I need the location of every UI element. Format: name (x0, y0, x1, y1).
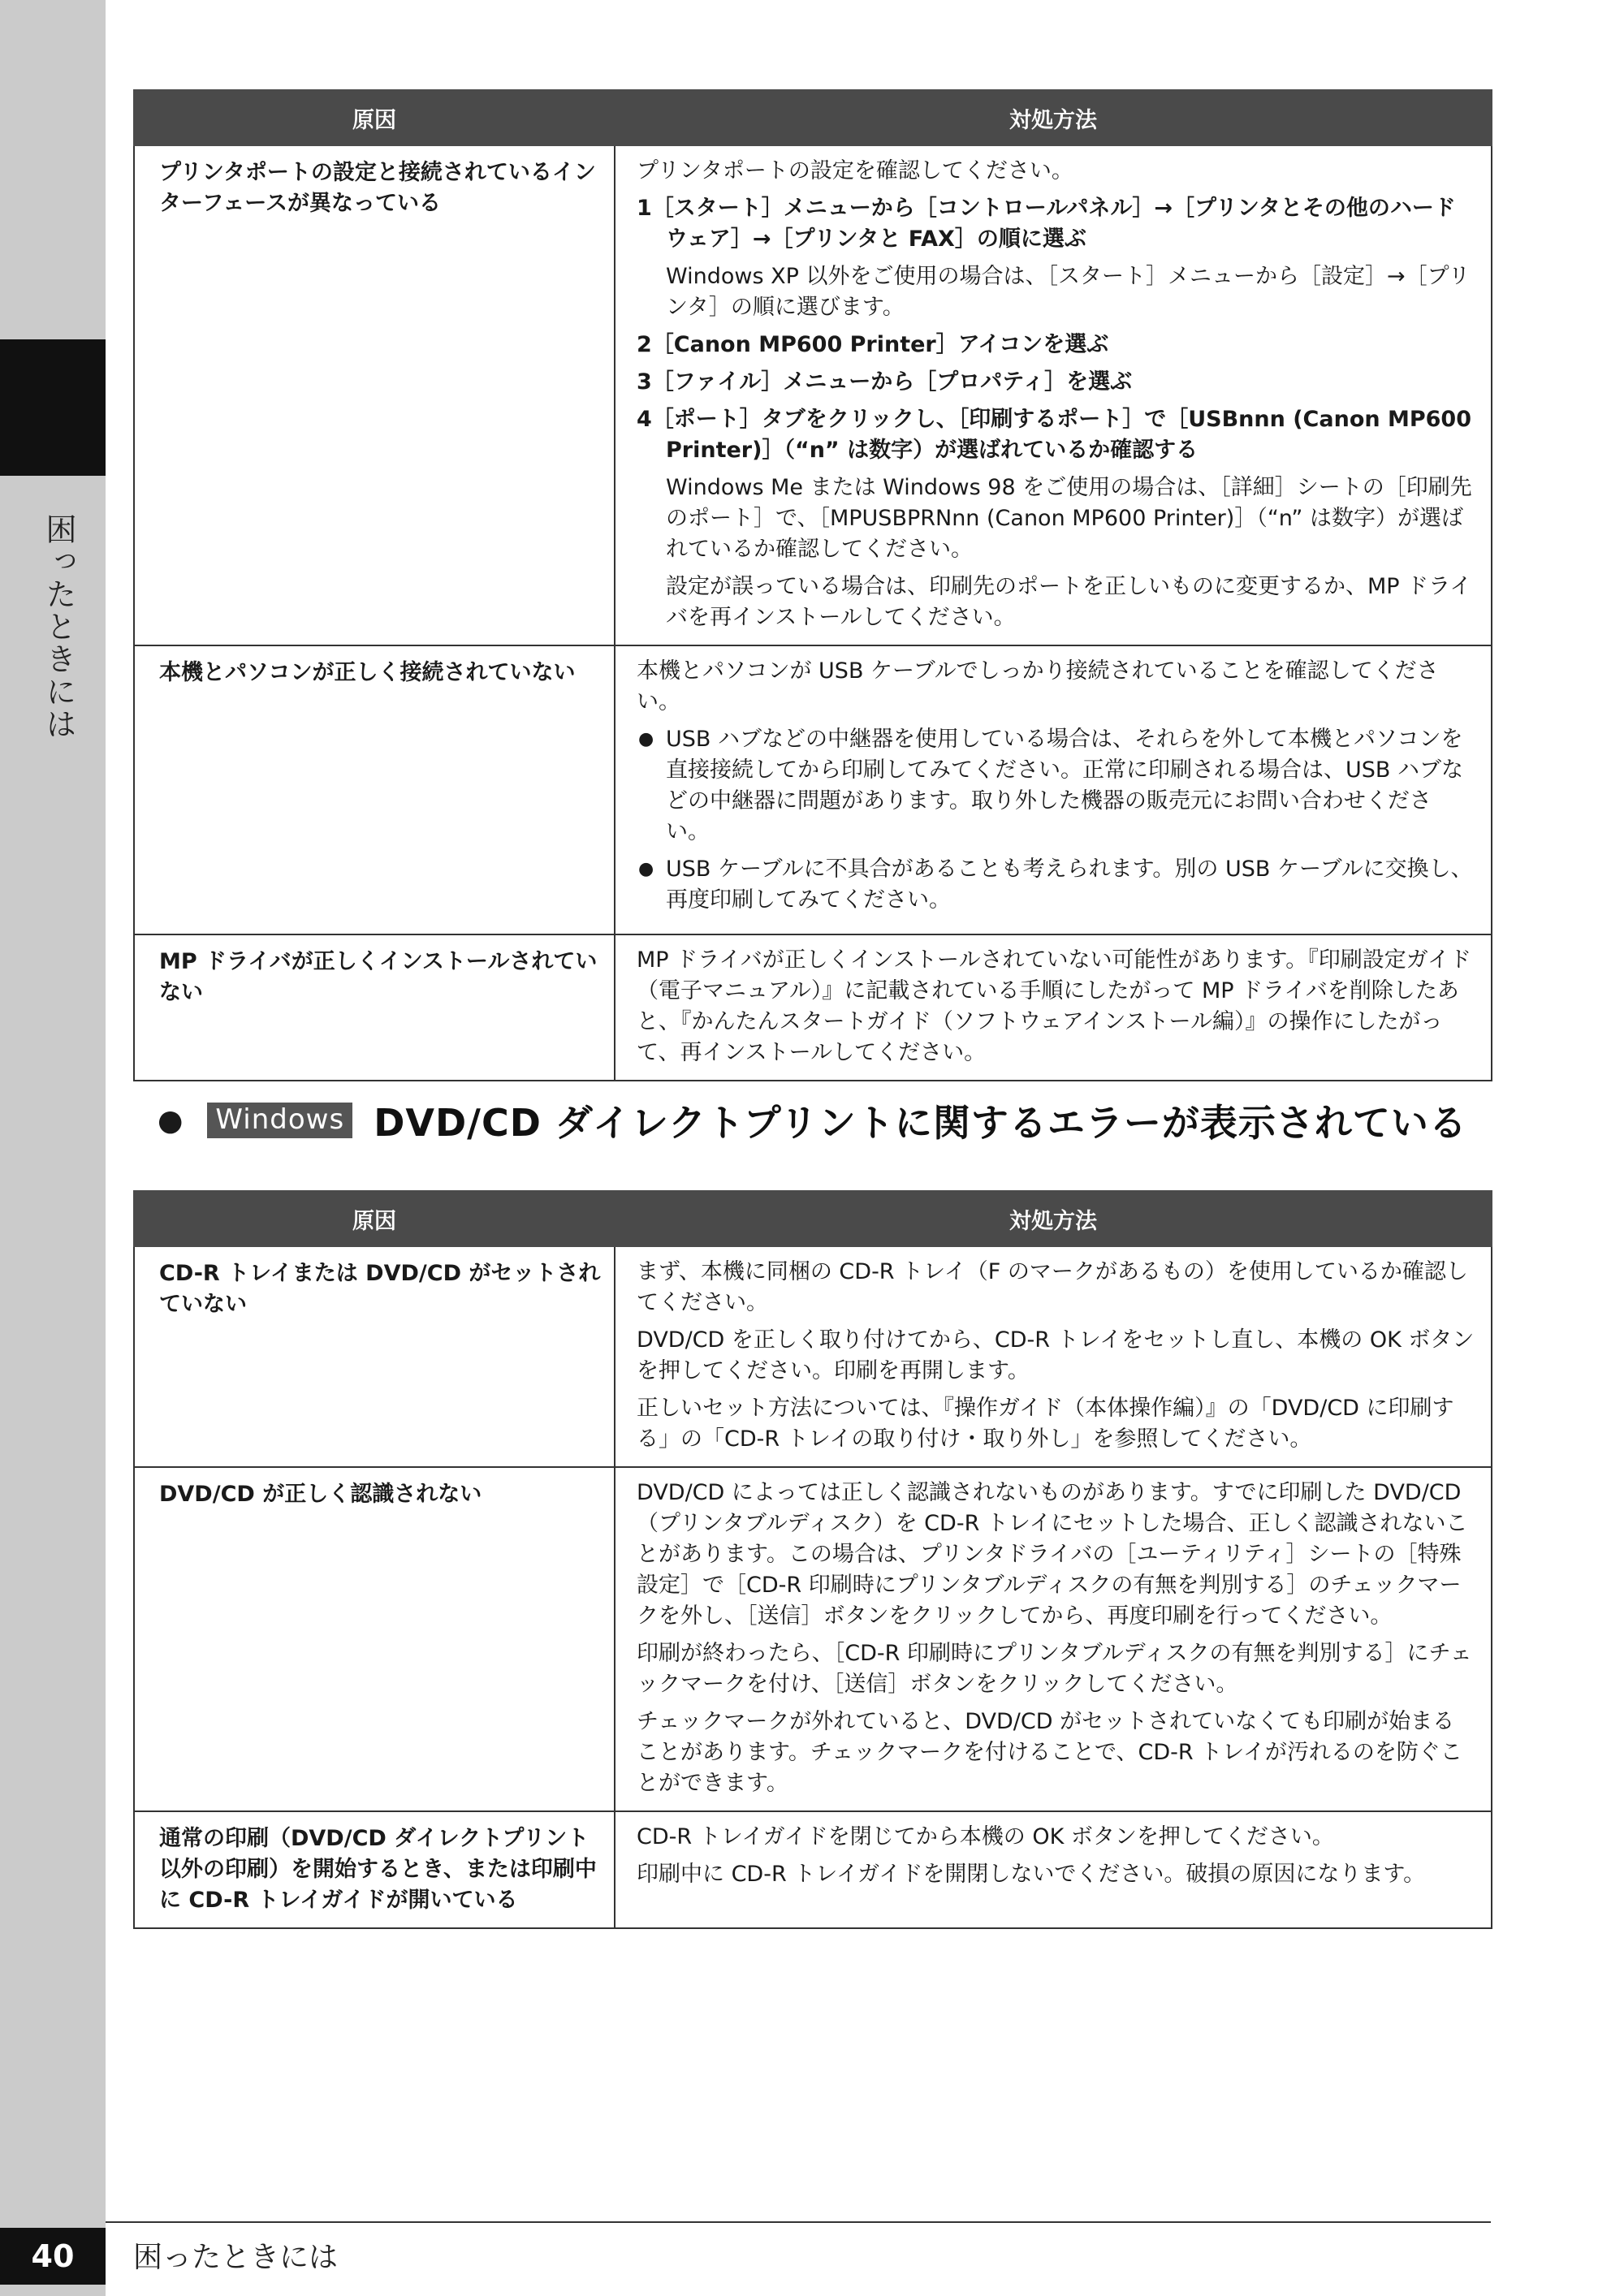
solution-cell (615, 1811, 1492, 1928)
header-cause: 原因 (134, 1191, 615, 1246)
cause-cell: DVD/CD が正しく認識されない (134, 1467, 615, 1811)
section-heading (158, 1088, 1505, 1153)
solution-text: DVD/CD によっては正しく認識されないものがあります。すでに印刷した DVD/CD（プリンタブルディスク）を CD-R トレイにセットした場合、正しく認識されないことがあります。この場合は、プリンタドライバの［ユーティリティ］シートの［特殊設定］で［CD-R 印刷時にプリンタブルディスクの有無を判別する］のチェックマークを外し、［送信］ボタンをクリックしてから、再度印刷を行ってください。 (637, 1480, 1468, 1629)
header-solution: 対処方法 (615, 1191, 1492, 1246)
cause-cell: CD-R トレイまたは DVD/CD がセットされていない (134, 1246, 615, 1467)
bullet-item (637, 724, 1475, 848)
footer-rule (106, 2221, 1491, 2223)
bullet-item (637, 854, 1475, 916)
step-note: Windows Me または Windows 98 をご使用の場合は、［詳細］シートの［印刷先のポート］で、［MPUSBPRNnn (Canon MP600 Printer)］（“n” は数字）が選ばれているか確認してください。 (666, 475, 1472, 562)
windows-badge-icon: Windows (207, 1103, 352, 1138)
solution-cell (615, 145, 1492, 645)
procedure-step: 3［ファイル］メニューから［プロパティ］を選ぶ (637, 369, 1133, 395)
section-title: DVD/CD ダイレクトプリントに関するエラーが表示されている (374, 1101, 1467, 1145)
bullet-text: USB ハブなどの中継器を使用している場合は、それらを外して本機とパソコンを直接接続してから印刷してみてください。正常に印刷される場合は、USB ハブなどの中継器に問題があります。取り外した機器の販売元にお問い合わせください。 (666, 727, 1464, 844)
solution-text: CD-R トレイガイドを閉じてから本機の OK ボタンを押してください。 (637, 1824, 1334, 1849)
step-note: Windows XP 以外をご使用の場合は、［スタート］メニューから［設定］→［プリンタ］の順に選びます。 (666, 264, 1471, 320)
sidebar-chapter-marker (0, 339, 106, 476)
troubleshooting-table-dvd (133, 1190, 1492, 1929)
table-row (134, 1467, 1492, 1811)
procedure-step: 2［Canon MP600 Printer］アイコンを選ぶ (637, 332, 1109, 357)
solution-cell (615, 934, 1492, 1081)
sidebar (0, 0, 106, 2296)
solution-text: 印刷が終わったら、［CD-R 印刷時にプリンタブルディスクの有無を判別する］にチェックマークを付け、［送信］ボタンをクリックしてください。 (637, 1641, 1472, 1697)
solution-text: DVD/CD を正しく取り付けてから、CD-R トレイをセットし直し、本機の OK ボタンを押してください。印刷を再開します。 (637, 1327, 1475, 1383)
solution-cell (615, 1246, 1492, 1467)
solution-text: 本機とパソコンが USB ケーブルでしっかり接続されていることを確認してください。 (637, 658, 1439, 714)
sidebar-chapter-label: 困ったときには (41, 513, 76, 740)
bullet-dot-icon: ● (638, 729, 654, 749)
footer-chapter-title: 困ったときには (133, 2241, 339, 2274)
table-header-row (134, 90, 1492, 145)
table-row (134, 934, 1492, 1081)
bullet-text: USB ケーブルに不具合があることも考えられます。別の USB ケーブルに交換し、再度印刷してみてください。 (666, 857, 1473, 913)
section-bullet: ● (158, 1103, 184, 1137)
page-number: 40 (0, 2228, 106, 2285)
solution-text: 正しいセット方法については、『操作ガイド（本体操作編）』の「DVD/CD に印刷する」の「CD-R トレイの取り付け・取り外し」を参照してください。 (637, 1396, 1454, 1452)
cause-cell: MP ドライバが正しくインストールされていない (134, 934, 615, 1081)
table-row (134, 1811, 1492, 1928)
cause-cell: 通常の印刷（DVD/CD ダイレクトプリント以外の印刷）を開始するとき、または印刷中に CD-R トレイガイドが開いている (134, 1811, 615, 1928)
procedure-step: 4［ポート］タブをクリックし、［印刷するポート］で［USBnnn (Canon MP600 Printer)］（“n” は数字）が選ばれているか確認する (637, 407, 1472, 463)
solution-text: MP ドライバが正しくインストールされていない可能性があります。『印刷設定ガイド（電子マニュアル）』に記載されている手順にしたがって MP ドライバを削除したあと、『かんたんスタートガイド（ソフトウェアインストール編）』の操作にしたがって、再インストールしてください。 (637, 947, 1471, 1065)
troubleshooting-table-port (133, 89, 1492, 1081)
solution-cell (615, 1467, 1492, 1811)
bullet-dot-icon: ● (638, 859, 654, 879)
header-solution: 対処方法 (615, 90, 1492, 145)
header-cause: 原因 (134, 90, 615, 145)
table-row (134, 645, 1492, 934)
step-note: 設定が誤っている場合は、印刷先のポートを正しいものに変更するか、MP ドライバを再インストールしてください。 (666, 574, 1472, 630)
cause-cell: 本機とパソコンが正しく接続されていない (134, 645, 615, 934)
solution-text: チェックマークが外れていると、DVD/CD がセットされていなくても印刷が始まることがあります。チェックマークを付けることで、CD-R トレイが汚れるのを防ぐことができます。 (637, 1709, 1462, 1796)
cause-cell: プリンタポートの設定と接続されているインターフェースが異なっている (134, 145, 615, 645)
solution-text: まず、本機に同梱の CD-R トレイ（F のマークがあるもの）を使用しているか確認してください。 (637, 1259, 1468, 1315)
table-row (134, 145, 1492, 645)
table-row (134, 1246, 1492, 1467)
solution-text: 印刷中に CD-R トレイガイドを開閉しないでください。破損の原因になります。 (637, 1862, 1426, 1887)
procedure-step: 1［スタート］メニューから［コントロールパネル］→［プリンタとその他のハードウェア］→［プリンタと FAX］の順に選ぶ (637, 196, 1456, 252)
table-header-row (134, 1191, 1492, 1246)
solution-text: プリンタポートの設定を確認してください。 (637, 158, 1073, 183)
solution-cell (615, 645, 1492, 934)
